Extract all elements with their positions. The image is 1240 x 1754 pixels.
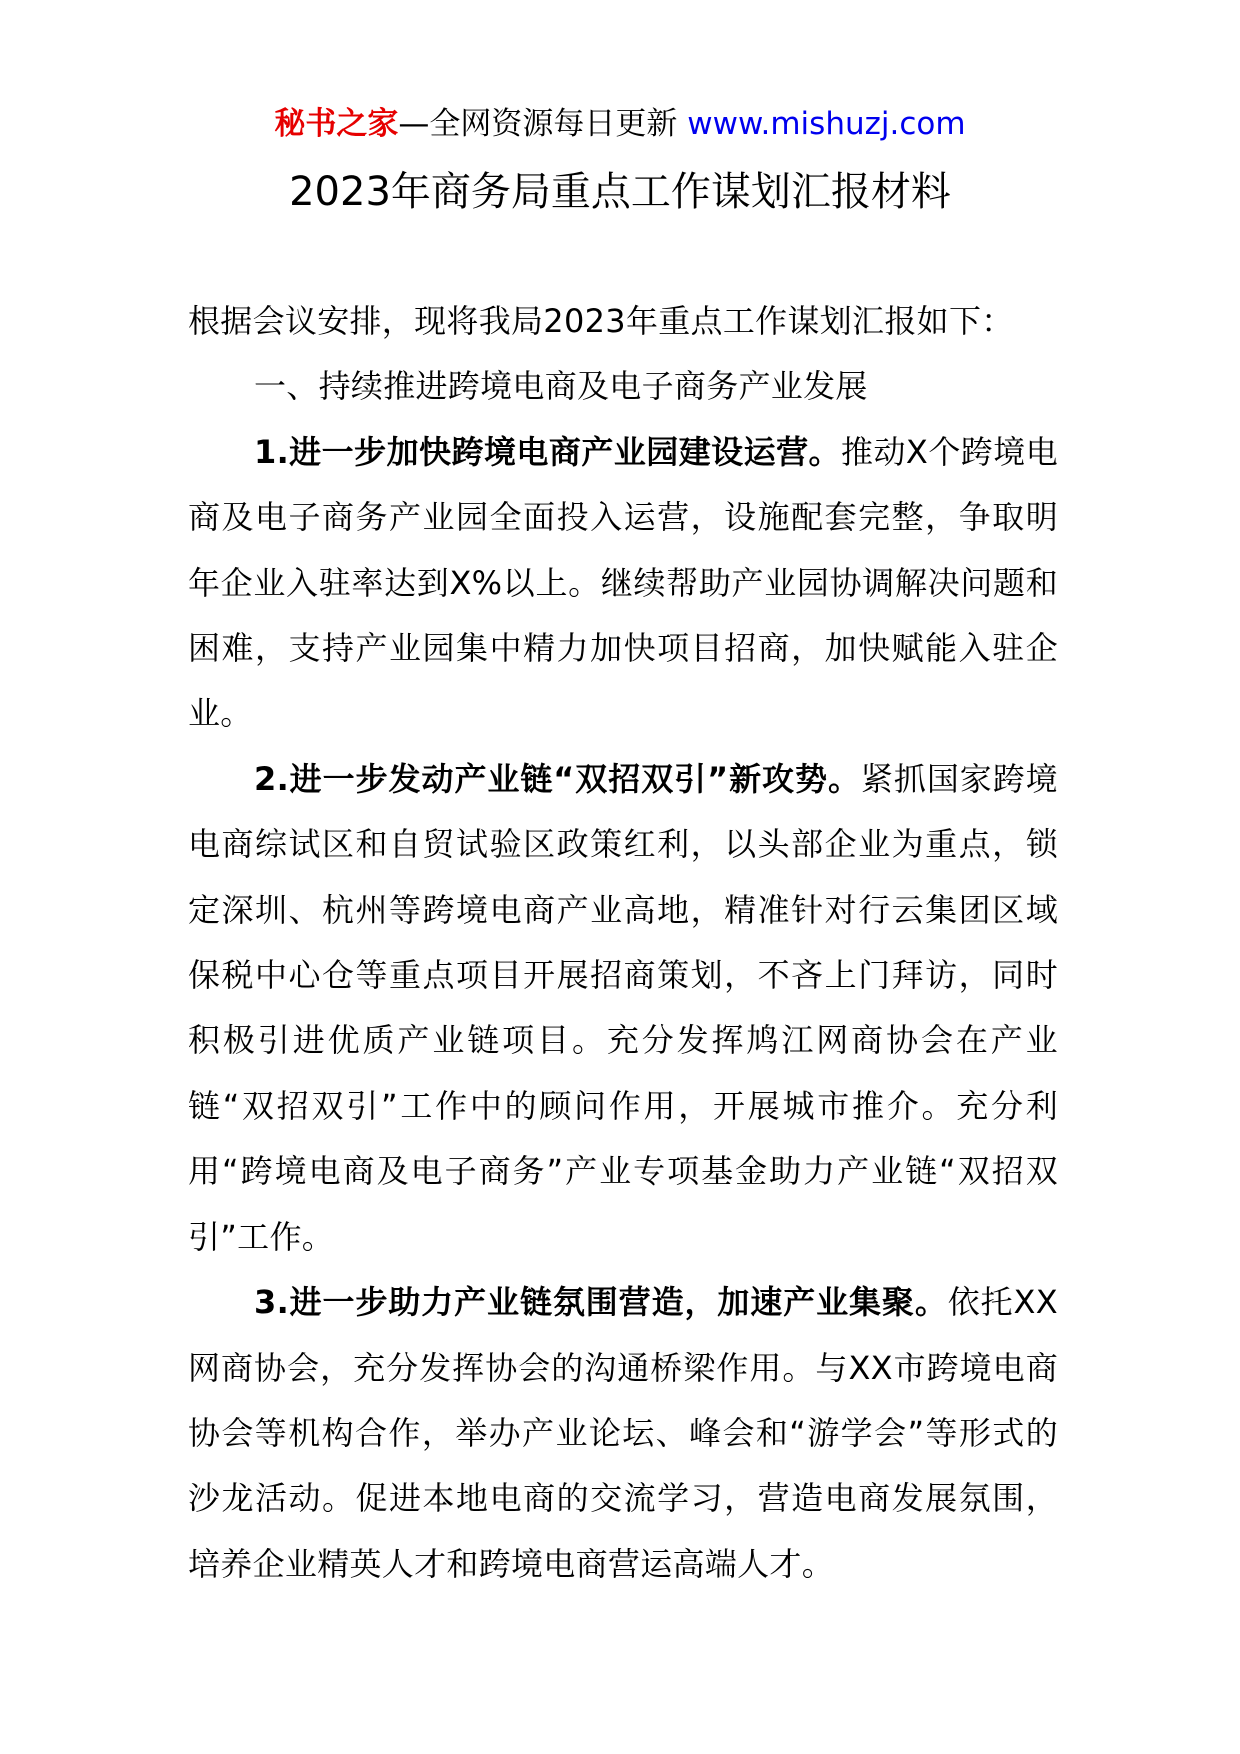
item-paragraph-2 [188,747,1058,1270]
site-header [0,104,1240,144]
item-text-3: 依托XX网商协会，充分发挥协会的沟通桥梁作用。与XX市跨境电商协会等机构合作，举办产业论坛、峰会和“游学会”等形式的沙龙活动。促进本地电商的交流学习，营造电商发展氛围，培养企业精英人才和跨境电商营运高端人才。 [188,1283,1058,1583]
item-lead-2: 2.进一步发动产业链“双招双引”新攻势。 [254,759,861,798]
item-text-1: 推动X个跨境电商及电子商务产业园全面投入运营，设施配套完整，争取明年企业入驻率达到X%以上。继续帮助产业园协调解决问题和困难，支持产业园集中精力加快项目招商，加快赋能入驻企业。 [188,432,1058,733]
item-paragraph-1 [188,420,1058,747]
site-url-link[interactable]: www.mishuzj.com [687,106,966,142]
item-paragraph-3 [188,1270,1058,1597]
intro-paragraph: 根据会议安排，现将我局2023年重点工作谋划汇报如下： [188,302,1014,340]
item-text-2: 紧抓国家跨境电商综试区和自贸试验区政策红利，以头部企业为重点，锁定深圳、杭州等跨境电商产业高地，精准针对行云集团区域保税中心仓等重点项目开展招商策划，不吝上门拜访，同时积极引进优质产业链项目。充分发挥鸠江网商协会在产业链“双招双引”工作中的顾问作用，开展城市推介。充分利用“跨境电商及电子商务”产业专项基金助力产业链“双招双引”工作。 [188,759,1058,1256]
site-tagline: —全网资源每日更新 [398,106,688,142]
item-lead-1: 1.进一步加快跨境电商产业园建设运营。 [254,432,842,471]
document-title: 2023年商务局重点工作谋划汇报材料 [289,169,951,215]
item-lead-3: 3.进一步助力产业链氛围营造，加速产业集聚。 [254,1283,948,1322]
document-body [188,289,1058,1597]
section-heading: 一、持续推进跨境电商及电子商务产业发展 [254,367,868,406]
site-brand: 秘书之家 [274,106,399,142]
